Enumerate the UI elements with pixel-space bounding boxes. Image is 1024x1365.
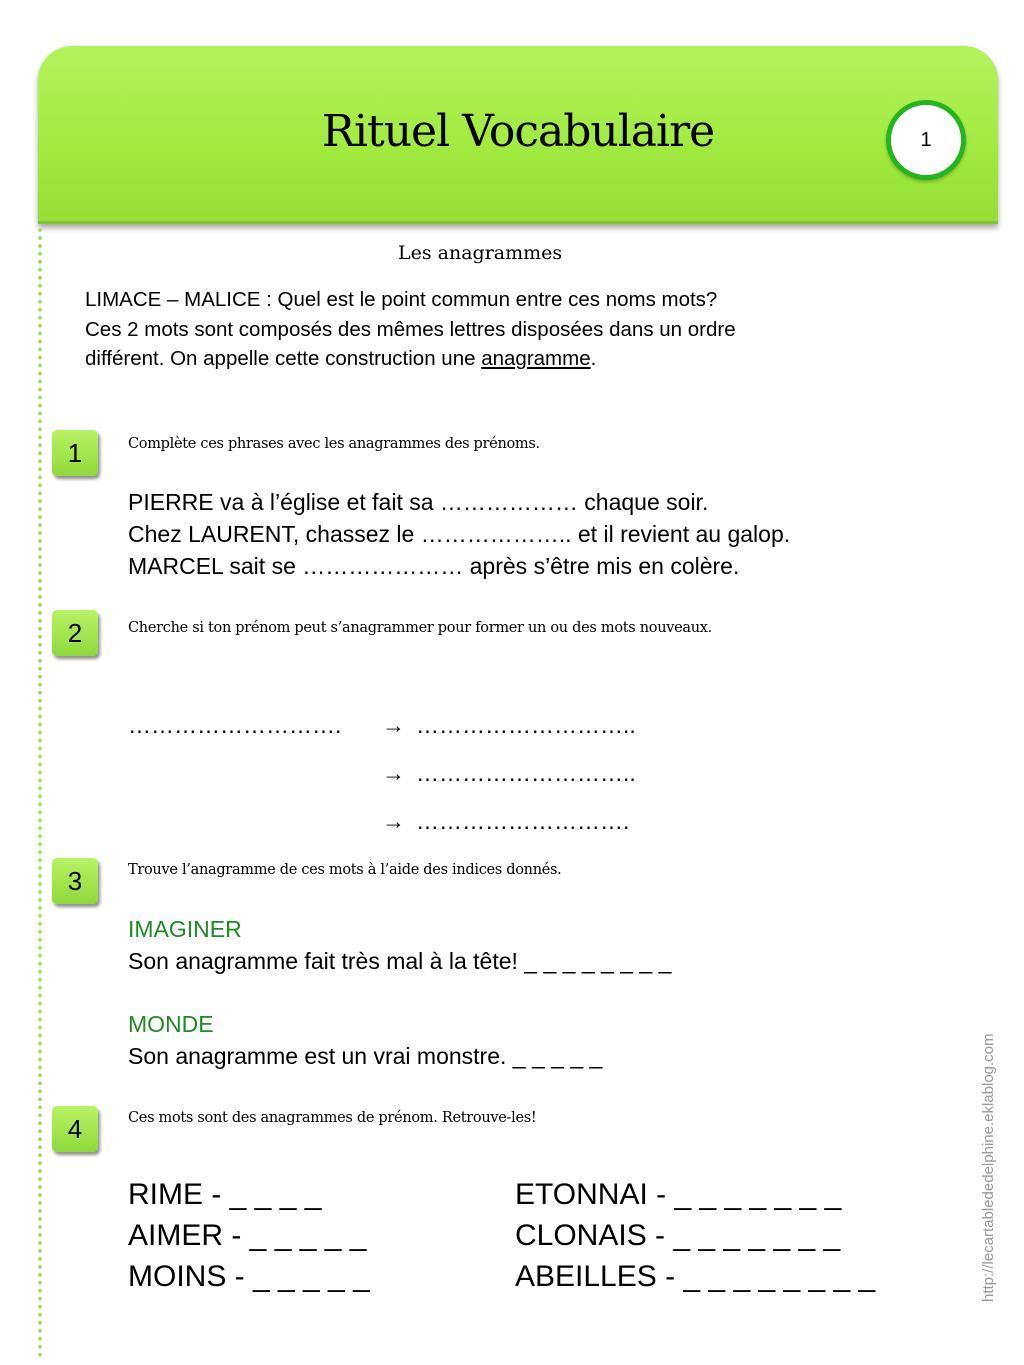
target-word: IMAGINER bbox=[128, 916, 242, 942]
intro-text: différent. On appelle cette construction une bbox=[85, 347, 482, 370]
page-title: Rituel Vocabulaire bbox=[321, 106, 715, 157]
exercise-3-item bbox=[128, 1008, 602, 1072]
name-blank: ………………………. bbox=[128, 712, 342, 738]
dotted-margin-line bbox=[38, 228, 42, 1358]
anagram-item: MOINS - _ _ _ _ _ bbox=[128, 1260, 370, 1293]
exercise-1-instruction: Complète ces phrases avec les anagrammes des prénoms. bbox=[128, 436, 540, 452]
intro-line: Ces 2 mots sont composés des mêmes lettres disposées dans un ordre bbox=[85, 317, 736, 341]
anagram-item: ABEILLES - _ _ _ _ _ _ _ _ bbox=[515, 1260, 876, 1293]
exercise-4-instruction: Ces mots sont des anagrammes de prénom. Retrouve-les! bbox=[128, 1110, 537, 1126]
exercise-2-instruction: Cherche si ton prénom peut s’anagrammer pour former un ou des mots nouveaux. bbox=[128, 620, 712, 636]
anagramme-term: anagramme bbox=[481, 347, 591, 370]
exercise-number-4: 4 bbox=[52, 1106, 98, 1152]
exercise-3-instruction: Trouve l’anagramme de ces mots à l’aide des indices donnés. bbox=[128, 862, 562, 878]
arrow-icon: → bbox=[382, 712, 405, 738]
arrow-icon: → bbox=[382, 760, 405, 786]
exercise-3-item bbox=[128, 913, 671, 977]
sentence: PIERRE va à l’église et fait sa ……………… chaque soir. bbox=[128, 489, 709, 515]
header-banner bbox=[38, 46, 998, 224]
answer-blank: ………………………. bbox=[416, 808, 630, 834]
clue-text: Son anagramme fait très mal à la tête! _ _ _ _ _ _ _ _ bbox=[128, 948, 672, 974]
clue-text: Son anagramme est un vrai monstre. _ _ _ _ _ bbox=[128, 1043, 603, 1069]
answer-blank: ……………………….. bbox=[416, 712, 636, 738]
exercise-number-2: 2 bbox=[52, 610, 98, 656]
sentence: Chez LAURENT, chassez le ……………….. et il revient au galop. bbox=[128, 521, 791, 547]
intro-line: LIMACE – MALICE : Quel est le point commun entre ces noms mots? bbox=[85, 288, 718, 311]
anagram-item: CLONAIS - _ _ _ _ _ _ _ bbox=[515, 1219, 841, 1252]
intro-paragraph bbox=[85, 285, 905, 374]
exercise-1-sentences bbox=[128, 486, 790, 582]
arrow-icon: → bbox=[382, 808, 405, 834]
intro-period: . bbox=[590, 347, 597, 370]
page-number-badge: 1 bbox=[886, 100, 966, 180]
sentence: MARCEL sait se ………………… après s’être mis en colère. bbox=[128, 553, 740, 579]
anagram-list-right bbox=[515, 1174, 875, 1297]
anagram-item: AIMER - _ _ _ _ _ bbox=[128, 1219, 367, 1252]
target-word: MONDE bbox=[128, 1011, 214, 1037]
anagram-list-left bbox=[128, 1174, 370, 1297]
exercise-number-3: 3 bbox=[52, 858, 98, 904]
answer-blank: ……………………….. bbox=[416, 760, 636, 786]
source-url: http://lecartablededelphine.eklablog.com bbox=[980, 1033, 997, 1302]
exercise-number-1: 1 bbox=[52, 430, 98, 476]
anagram-item: ETONNAI - _ _ _ _ _ _ _ bbox=[515, 1178, 842, 1211]
lesson-subtitle: Les anagrammes bbox=[398, 242, 563, 264]
intro-line bbox=[85, 344, 905, 374]
anagram-item: RIME - _ _ _ _ bbox=[128, 1178, 322, 1211]
